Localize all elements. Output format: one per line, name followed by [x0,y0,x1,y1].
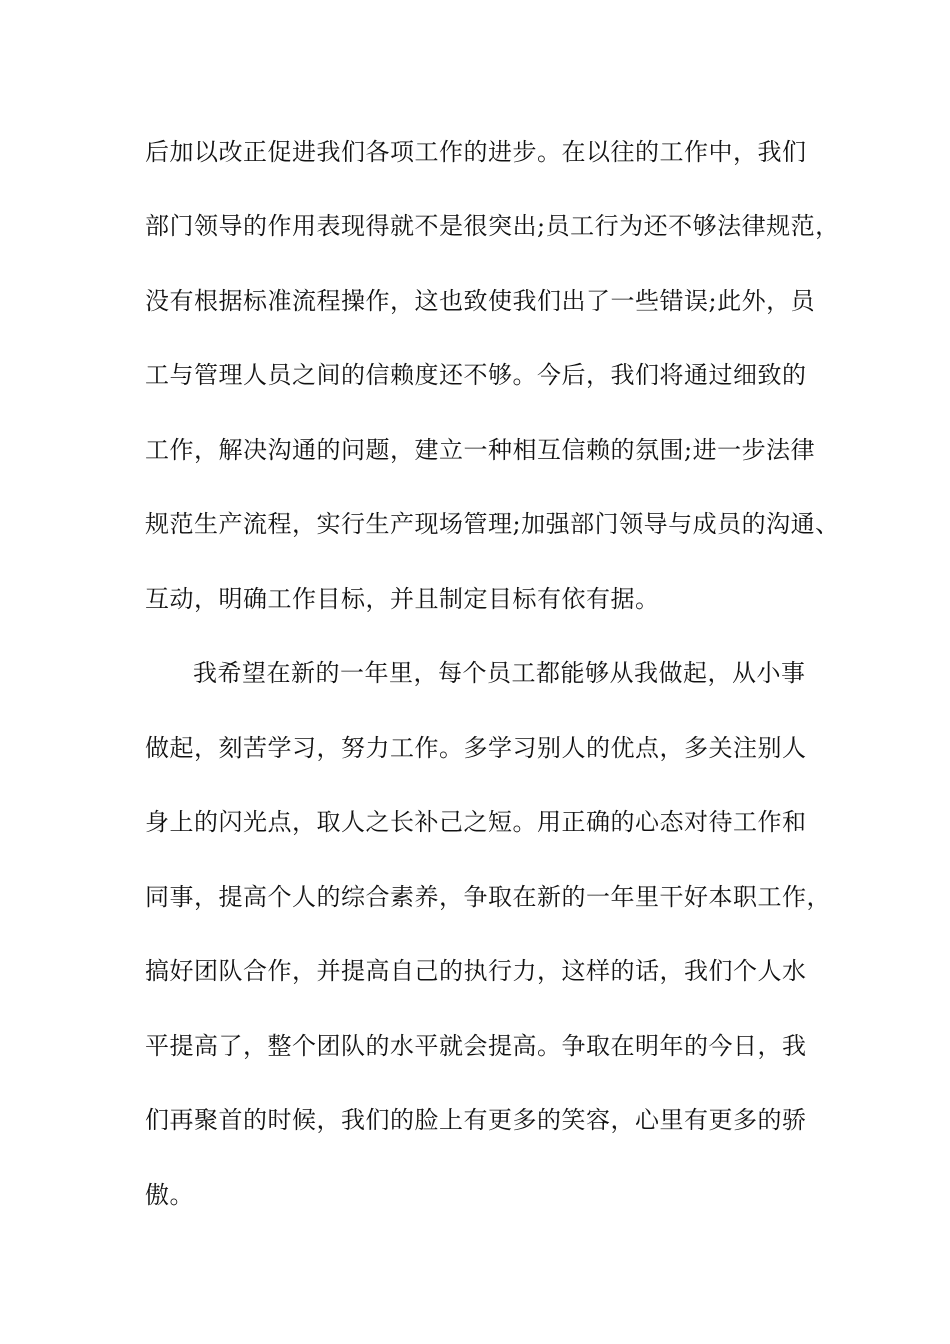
text-line: 后加以改正促进我们各项工作的进步。在以往的工作中，我们 [145,138,807,166]
text-line: 同事，提高个人的综合素养，争取在新的一年里干好本职工作， [145,883,831,911]
text-line: 做起，刻苦学习，努力工作。多学习别人的优点，多关注别人 [145,734,807,762]
text-line: 搞好团队合作，并提高自己的执行力，这样的话，我们个人水 [145,957,807,985]
text-line: 互动，明确工作目标，并且制定目标有依有据。 [145,585,660,613]
text-line: 没有根据标准流程操作，这也致使我们出了一些错误;此外，员 [145,287,816,315]
text-line: 我希望在新的一年里，每个员工都能够从我做起，从小事 [193,659,806,687]
text-line: 们再聚首的时候，我们的脸上有更多的笑容，心里有更多的骄 [145,1106,807,1134]
text-line: 傲。 [145,1181,194,1209]
text-line: 工与管理人员之间的信赖度还不够。今后，我们将通过细致的 [145,361,807,389]
text-line: 工作，解决沟通的问题，建立一种相互信赖的氛围;进一步法律 [145,436,816,464]
text-line: 规范生产流程，实行生产现场管理;加强部门领导与成员的沟通、 [145,510,840,538]
text-line: 平提高了，整个团队的水平就会提高。争取在明年的今日，我 [145,1032,807,1060]
text-line: 身上的闪光点，取人之长补己之短。用正确的心态对待工作和 [145,808,807,836]
text-line: 部门领导的作用表现得就不是很突出;员工行为还不够法律规范， [145,212,840,240]
